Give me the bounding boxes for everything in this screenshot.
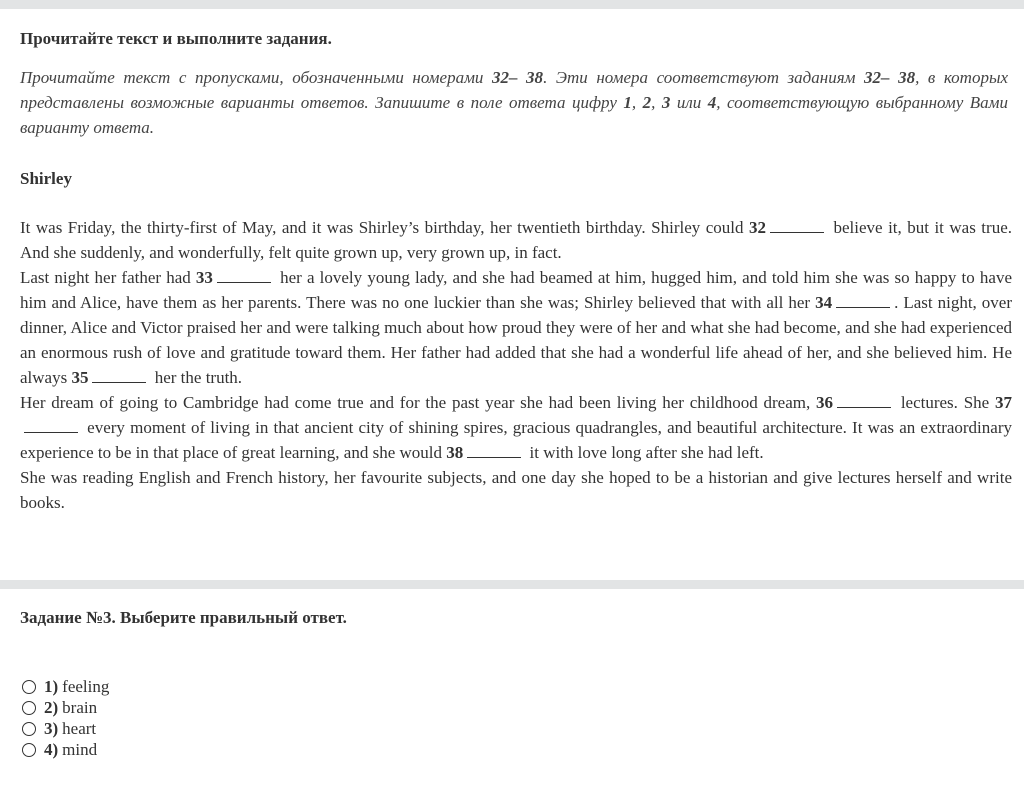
story-text-run: It was Friday, the thirty-first of May, and it was Shirley’s birthday, her twentieth birthday. Shirley could [20, 218, 750, 237]
instructions [20, 65, 1008, 140]
story-paragraph [20, 265, 1012, 390]
story-text-run: believe it, but it was true. And she suddenly, and wonderfully, felt quite grown up, very grown up, in fact. [20, 218, 1012, 262]
instructions-text: или [670, 93, 708, 112]
answer-option-4[interactable] [22, 739, 109, 760]
option-number: 3) [44, 718, 59, 738]
gap-blank [770, 218, 824, 233]
instructions-text: . Эти номера соответствуют заданиям [543, 68, 865, 87]
option-number: 1) [44, 676, 59, 696]
instructions-digit: 4 [707, 93, 717, 112]
gap-number-32: 32 [749, 218, 767, 237]
gap-number-38: 38 [446, 443, 464, 462]
instructions-text: , [651, 93, 662, 112]
gap-number-33: 33 [195, 268, 213, 287]
instructions-digit: 1 [623, 93, 632, 112]
story-title: Shirley [20, 169, 72, 188]
radio-button[interactable] [22, 701, 36, 715]
instructions-digit: 2 [642, 93, 652, 112]
option-label: feeling [62, 676, 110, 696]
story-text-run: her the truth. [150, 368, 243, 387]
radio-button[interactable] [22, 722, 36, 736]
option-label: brain [62, 697, 98, 717]
section-divider-band [0, 580, 1024, 589]
gap-blank [837, 393, 891, 408]
instructions-text: , [631, 93, 643, 112]
radio-button[interactable] [22, 743, 36, 757]
gap-blank [836, 293, 890, 308]
story-text-run: Last night her father had [20, 268, 196, 287]
read-heading: Прочитайте текст и выполните задания. [20, 29, 332, 48]
option-label: mind [62, 739, 98, 759]
story-paragraph [20, 215, 1012, 265]
story-text-run: it with love long after she had left. [525, 443, 764, 462]
story-text-run: . Last night, over dinner, Alice and Victor praised her and were talking much about how proud they were of her and what she had become, and she had experienced an enormous rush of love and gratitude toward them. Her father had added that she had a wonderful life ahead of her, and she believed him. He always [20, 293, 1012, 387]
story-paragraph: She was reading English and French history, her favourite subjects, and one day she hoped to be a historian and give lectures herself and write books. [20, 468, 1012, 512]
option-label: heart [62, 718, 97, 738]
option-number: 2) [44, 697, 59, 717]
gap-number-34: 34 [815, 293, 833, 312]
radio-button[interactable] [22, 680, 36, 694]
instructions-range: 32– 38 [491, 68, 544, 87]
instructions-digit: 3 [661, 93, 671, 112]
story-text [20, 215, 1012, 515]
instructions-text: Прочитайте текст с пропусками, обозначенными номерами [20, 68, 492, 87]
story-text-run: her a lovely young lady, and she had beamed at him, hugged him, and told him she was so happy to have him and Alice, have them as her parents. There was no one luckier than she was; Shirley believed that with all her [20, 268, 1012, 312]
instructions-text: , в которых представлены возможные варианты ответов. Запишите в поле ответа цифру [20, 68, 1009, 112]
option-number: 4) [44, 739, 59, 759]
gap-blank [92, 368, 146, 383]
story-paragraph [20, 390, 1012, 465]
gap-number-36: 36 [816, 393, 834, 412]
answer-options [22, 676, 109, 760]
task-heading: Задание №3. Выберите правильный ответ. [20, 608, 347, 627]
gap-blank [467, 443, 521, 458]
top-divider-band [0, 0, 1024, 9]
answer-option-2[interactable] [22, 697, 109, 718]
gap-number-37: 37 [995, 393, 1012, 412]
story-text-run: Her dream of going to Cambridge had come true and for the past year she had been living her childhood dream, [20, 393, 817, 412]
story-text-run: lectures. She [895, 393, 995, 412]
story-text-run: every moment of living in that ancient city of shining spires, gracious quadrangles, and beautiful architecture. It was an extraordinary experience to be in that place of great learning, and she would [20, 418, 1012, 462]
instructions-text: , соответствующую выбранному Вами варианту ответа. [20, 93, 1009, 137]
instructions-range: 32– 38 [864, 68, 916, 87]
gap-blank [24, 418, 78, 433]
gap-number-35: 35 [71, 368, 89, 387]
answer-option-1[interactable] [22, 676, 109, 697]
answer-option-3[interactable] [22, 718, 109, 739]
gap-blank [217, 268, 271, 283]
